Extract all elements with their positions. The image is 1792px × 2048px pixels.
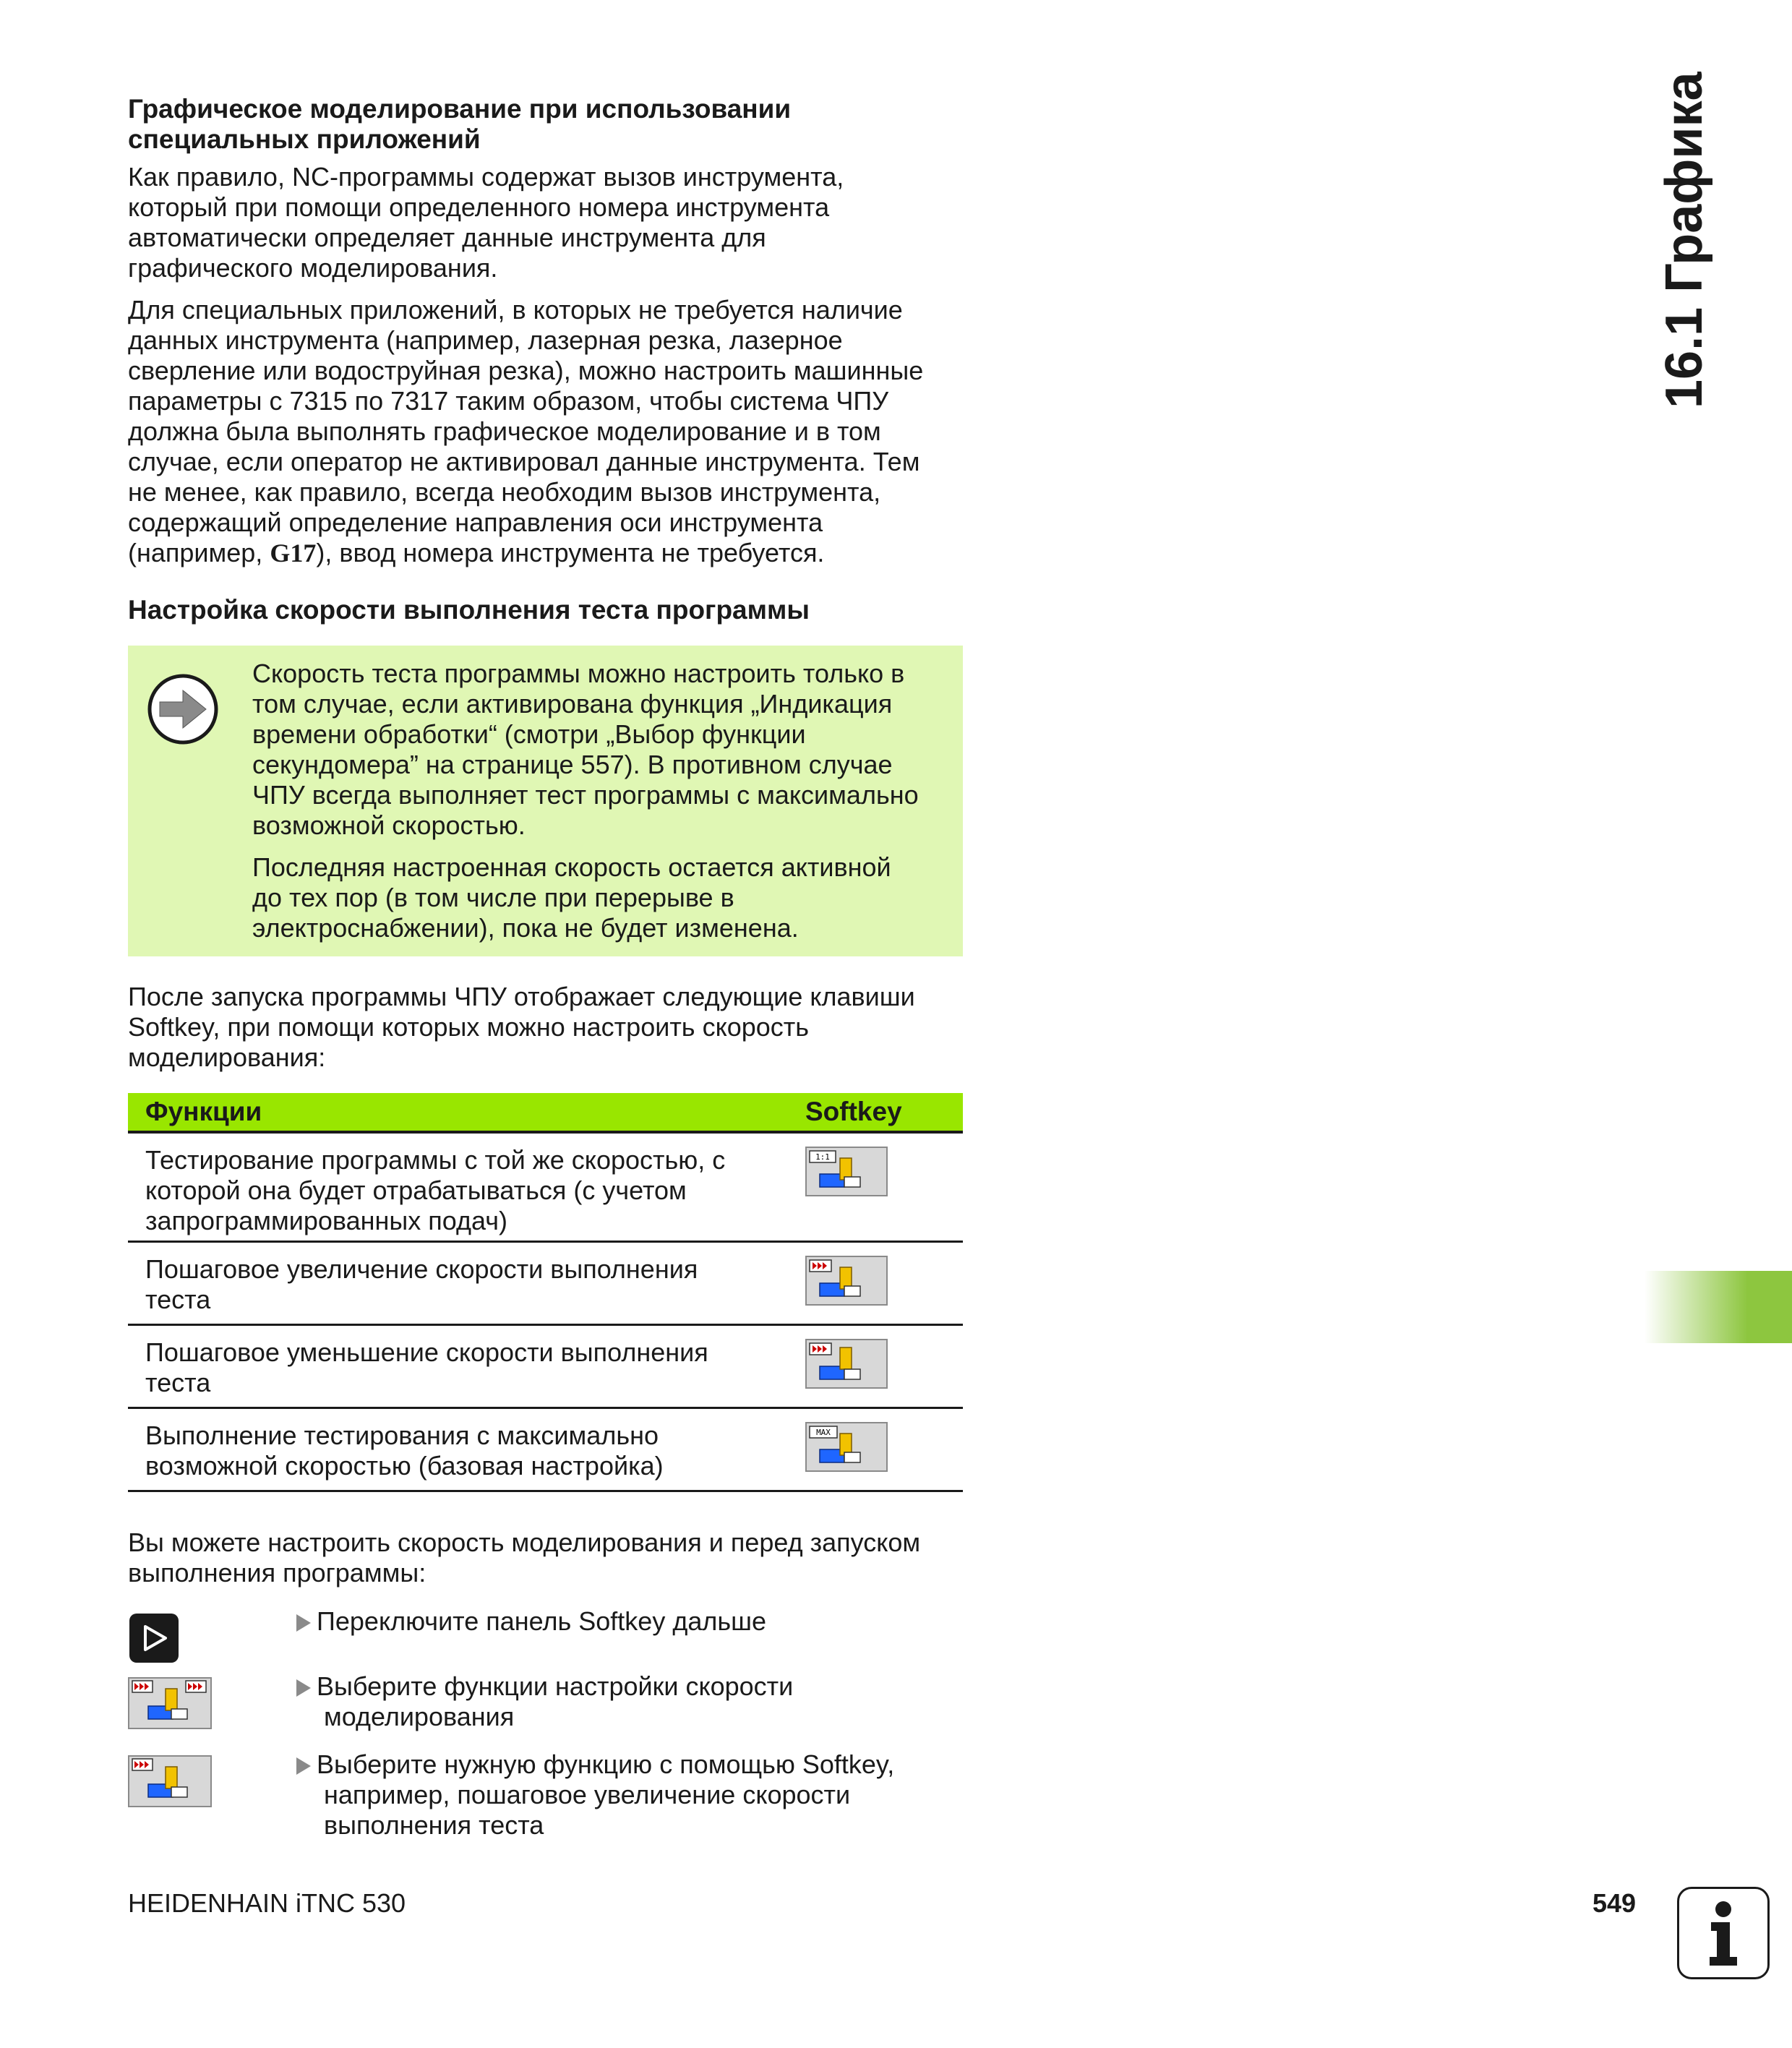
- text-line: времени обработки“ (смотри „Выбор функции: [252, 719, 806, 749]
- paragraph: [128, 1528, 963, 1588]
- bullet-arrow-icon: [296, 1679, 311, 1697]
- step-text: например, пошаговое увеличение скорости: [324, 1780, 851, 1809]
- text-line: Скорость теста программы можно настроить только в: [252, 659, 905, 688]
- section-title: [128, 94, 963, 155]
- text-line: до тех пор (в том числе при перерыве в: [252, 883, 734, 912]
- text-span: ), ввод номера инструмента не требуется.: [316, 538, 825, 567]
- paragraph: [128, 982, 963, 1073]
- softkey-label: 1:1: [815, 1152, 830, 1162]
- text-line: случае, если оператор не активировал данные инструмента. Тем: [128, 447, 920, 476]
- section-simulation: [128, 94, 963, 568]
- step-text: моделирования: [324, 1702, 515, 1731]
- text-line: возможной скоростью.: [252, 810, 526, 840]
- table-row: [128, 1134, 963, 1243]
- next-softkey-row-key[interactable]: [128, 1612, 180, 1668]
- text-line: Тестирование программы с той же скоростью, с: [145, 1145, 726, 1175]
- softkey-speed-decrease[interactable]: [805, 1339, 888, 1389]
- table-row: [128, 1243, 963, 1326]
- step-text: Переключите панель Softkey дальше: [317, 1606, 767, 1636]
- text-line: Для специальных приложений, в которых не требуется наличие: [128, 295, 903, 325]
- section-title-speed: Настройка скорости выполнения теста программы: [128, 595, 810, 625]
- text-line: который при помощи определенного номера инструмента: [128, 192, 830, 222]
- header-softkey: Softkey: [805, 1097, 902, 1126]
- row-description: [145, 1145, 767, 1236]
- note-paragraph: [252, 659, 946, 841]
- text-line: которой она будет отрабатываться (с учетом: [145, 1175, 687, 1205]
- text-line: возможной скоростью (базовая настройка): [145, 1451, 664, 1481]
- text-line: моделирования:: [128, 1042, 326, 1072]
- text-line: Как правило, NC-программы содержат вызов инструмента,: [128, 162, 844, 192]
- text-line: Выполнение тестирования с максимально: [145, 1421, 659, 1450]
- softkey-speed-1to1[interactable]: [805, 1147, 888, 1196]
- text-line: Пошаговое увеличение скорости выполнения: [145, 1254, 698, 1284]
- row-description: [145, 1421, 767, 1481]
- info-icon: [1677, 1887, 1770, 1979]
- speed-increase-softkey[interactable]: [128, 1755, 212, 1811]
- paragraph: [128, 162, 963, 283]
- bullet-arrow-icon: [296, 1614, 311, 1632]
- text-line: теста: [145, 1368, 211, 1397]
- row-description: [145, 1254, 767, 1315]
- step-1: [296, 1606, 947, 1637]
- text-line: параметры с 7315 по 7317 таким образом, чтобы система ЧПУ: [128, 386, 889, 416]
- text-line: [128, 538, 963, 568]
- page-number: 549: [1592, 1888, 1637, 1918]
- footer-product: HEIDENHAIN iTNC 530: [128, 1888, 406, 1918]
- softkey-speed-increase[interactable]: [805, 1256, 888, 1306]
- step-3: [296, 1749, 947, 1841]
- header-functions: Функции: [145, 1097, 262, 1126]
- text-line: том случае, если активирована функция „Индикация: [252, 689, 893, 719]
- table-row: [128, 1409, 963, 1492]
- step-text: выполнения теста: [324, 1810, 544, 1840]
- text-line: содержащий определение направления оси инструмента: [128, 507, 823, 537]
- text-line: графического моделирования.: [128, 253, 498, 283]
- row-description: [145, 1337, 767, 1398]
- text-line: электроснабжении), пока не будет изменена.: [252, 913, 799, 943]
- step-text: Выберите нужную функцию с помощью Softkey,: [317, 1749, 895, 1779]
- table-row: [128, 1326, 963, 1409]
- speed-settings-softkey[interactable]: [128, 1677, 212, 1733]
- step-text: Выберите функции настройки скорости: [317, 1671, 794, 1701]
- text-line: ЧПУ всегда выполняет тест программы с максимально: [252, 780, 919, 810]
- text-line: Последняя настроенная скорость остается активной: [252, 852, 891, 882]
- note-box: [128, 646, 963, 956]
- text-line: выполнения программы:: [128, 1558, 426, 1588]
- text-line: должна была выполнять графическое моделирование и в том: [128, 416, 881, 446]
- note-paragraph: [252, 852, 946, 943]
- step-2: [296, 1671, 947, 1732]
- text-line: запрограммированных подач): [145, 1206, 507, 1235]
- code-g17: G17: [270, 539, 317, 567]
- softkey-speed-max[interactable]: [805, 1422, 888, 1472]
- text-line: Softkey, при помощи которых можно настроить скорость: [128, 1012, 810, 1042]
- chapter-heading: 16.1 Графика: [1655, 72, 1713, 408]
- text-line: сверление или водоструйная резка), можно настроить машинные: [128, 356, 924, 385]
- text-line: Вы можете настроить скорость моделирования и перед запуском: [128, 1528, 921, 1557]
- softkey-label: MAX: [816, 1428, 831, 1437]
- text-line: данных инструмента (например, лазерная резка, лазерное: [128, 325, 843, 355]
- table-header: [128, 1093, 963, 1134]
- section-title-line: Графическое моделирование при использовании: [128, 94, 792, 124]
- text-line: Пошаговое уменьшение скорости выполнения: [145, 1337, 708, 1367]
- paragraph: [128, 295, 963, 568]
- text-line: не менее, как правило, всегда необходим вызов инструмента,: [128, 477, 881, 507]
- text-span: (например,: [128, 538, 270, 567]
- text-line: теста: [145, 1285, 211, 1314]
- text-line: секундомера” на странице 557). В противном случае: [252, 750, 893, 779]
- softkey-table: [128, 1093, 963, 1492]
- arrow-right-icon: [147, 673, 219, 745]
- text-line: автоматически определяет данные инструмента для: [128, 223, 766, 252]
- bullet-arrow-icon: [296, 1757, 311, 1775]
- chapter-tab: [1645, 1271, 1792, 1343]
- text-line: После запуска программы ЧПУ отображает следующие клавиши: [128, 982, 915, 1011]
- section-title-line: специальных приложений: [128, 124, 481, 154]
